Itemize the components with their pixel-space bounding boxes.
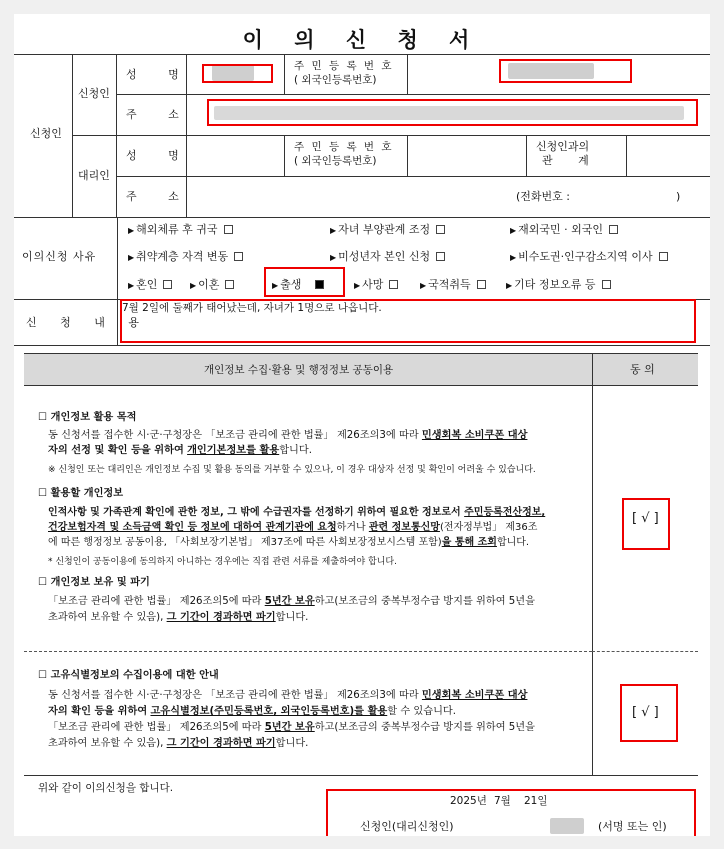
- table-border: [72, 135, 710, 136]
- section-data-title: ☐ 활용할 개인정보: [38, 488, 124, 499]
- section-data-note: * 신청인이 공동이용에 동의하지 아니하는 경우에는 직접 관련 서류를 제출하여야 합니다.: [48, 557, 397, 567]
- table-border: [284, 135, 285, 176]
- section-data-line: 인적사항 및 가족관계 확인에 관한 정보, 그 밖에 수급권자를 선정하기 위하여 필요한 정보로서 주민등록전산정보,: [48, 507, 546, 518]
- form-title: 이 의 신 청 서: [242, 28, 482, 52]
- section-retention-title: ☐ 개인정보 보유 및 파기: [38, 577, 150, 588]
- reason-item: ▶ 이혼: [190, 278, 234, 293]
- section-divider: [24, 651, 592, 652]
- phone-close: ): [676, 190, 681, 203]
- reason-checkbox[interactable]: [609, 225, 618, 234]
- highlight-box-address: [207, 99, 698, 126]
- content-label: 신 청 내 용: [26, 316, 149, 329]
- section-unique-id-line: 초과하여 보유할 수 있음), 그 기간이 경과하면 파기합니다.: [48, 738, 309, 749]
- consent-checkmark-1[interactable]: [ √ ]: [632, 511, 659, 526]
- address-label: 주 소: [126, 108, 179, 121]
- reason-checkbox[interactable]: [659, 252, 668, 261]
- reason-item: ▶ 국적취득: [420, 278, 486, 293]
- reason-checkbox[interactable]: [234, 252, 243, 261]
- section-purpose-note: ※ 신청인 또는 대리인은 개인정보 수집 및 활용 동의를 거부할 수 있으나, 이 경우 대상자 선정 및 확인이 어려울 수 있습니다.: [48, 465, 536, 475]
- reason-checkbox[interactable]: [436, 252, 445, 261]
- reason-checkbox[interactable]: [602, 280, 611, 289]
- relation-label-sub: 관 계: [542, 154, 589, 167]
- phone-label: (전화번호 :: [516, 190, 570, 203]
- section-unique-id-line: 동 신청서를 접수한 시·군·구청장은 「보조금 관리에 관한 법률」 제26조의3에 따라 민생회복 소비쿠폰 대상: [48, 690, 528, 701]
- table-border: [592, 353, 593, 775]
- table-border: [626, 135, 627, 176]
- reason-item: ▶ 취약계층 자격 변동: [128, 250, 243, 265]
- section-purpose-line: 동 신청서를 접수한 시·군·구청장은 「보조금 관리에 관한 법률」 제26조의3에 따라 민생회복 소비쿠폰 대상: [48, 430, 528, 441]
- section-data-line: 에 따른 행정정보 공동이용, 「사회보장기본법」 제37조에 따른 사회보장정보시스템 포함)을 통해 조회합니다.: [48, 537, 530, 548]
- table-border: [407, 135, 408, 176]
- privacy-header: 개인정보 수집·활용 및 행정정보 공동이용: [204, 364, 394, 376]
- table-border: [24, 775, 698, 776]
- reason-item: ▶ 비수도권·인구감소지역 이사: [510, 250, 668, 265]
- applicant-section-label: 신청인: [30, 127, 62, 140]
- consent-header: 동 의: [630, 363, 655, 376]
- table-border: [526, 135, 527, 176]
- highlight-box-name: [202, 64, 273, 83]
- reason-checkbox[interactable]: [224, 225, 233, 234]
- reason-item: ▶ 재외국민 · 외국인: [510, 223, 618, 238]
- relation-label: 신청인과의: [536, 140, 590, 153]
- section-unique-id-line: 「보조금 관리에 관한 법률」 제26조의5에 따라 5년간 보유하고(보조금의 중복부정수급 방지를 위하여 5년을: [48, 722, 535, 733]
- applicant-sub-label: 신청인: [78, 87, 110, 100]
- section-retention-line: 「보조금 관리에 관한 법률」 제26조의5에 따라 5년간 보유하고(보조금의 중복부정수급 방지를 위하여 5년을: [48, 596, 535, 607]
- reason-item: ▶ 자녀 부양관계 조정: [330, 223, 445, 238]
- agent-name-label: 성 명: [126, 149, 179, 162]
- date-year: 2025년: [450, 795, 487, 807]
- reason-checkbox[interactable]: [477, 280, 486, 289]
- agent-address-label: 주 소: [126, 190, 179, 203]
- table-border: [14, 217, 710, 218]
- table-border: [116, 54, 117, 217]
- reason-item: ▶ 혼인: [128, 278, 172, 293]
- content-text[interactable]: 7월 2일에 둘째가 태어났는데, 자녀가 1명으로 나옵니다.: [122, 302, 382, 314]
- section-retention-line: 초과하여 보유할 수 있음), 그 기간이 경과하면 파기합니다.: [48, 612, 309, 623]
- date-day: 21일: [524, 795, 548, 807]
- name-label: 성 명: [126, 68, 179, 81]
- reason-item: ▶ 미성년자 본인 신청: [330, 250, 445, 265]
- closing-text: 위와 같이 이의신청을 합니다.: [38, 782, 174, 794]
- table-border: [24, 353, 698, 354]
- highlight-box-signature: [326, 789, 696, 836]
- section-unique-id-line: 자의 확인 등을 위하여 고유식별정보(주민등록번호, 외국인등록번호)를 활용할 수 있습니다.: [48, 706, 457, 717]
- reason-item: ▶ 기타 정보오류 등: [506, 278, 611, 293]
- section-purpose-line: 자의 선정 및 확인 등을 위하여 개인기본정보를 활용합니다.: [48, 445, 312, 456]
- signer-label: 신청인(대리신청인): [360, 820, 454, 833]
- table-border: [407, 54, 408, 94]
- reason-label: 이의신청 사유: [22, 250, 97, 263]
- date-month: 7월: [494, 795, 511, 807]
- reason-checkbox[interactable]: [389, 280, 398, 289]
- table-border: [14, 345, 710, 346]
- agent-sub-label: 대리인: [78, 169, 110, 182]
- table-border: [186, 54, 187, 217]
- highlight-box-consent-1: [622, 498, 670, 550]
- table-border: [116, 176, 710, 177]
- section-purpose-title: ☐ 개인정보 활용 목적: [38, 412, 137, 423]
- highlight-box-birth: [264, 267, 345, 297]
- section-unique-id-title: ☐ 고유식별정보의 수집이용에 대한 안내: [38, 670, 219, 681]
- agent-rrn-label-sub: ( 외국인등록번호): [294, 155, 377, 167]
- rrn-label-sub: ( 외국인등록번호): [294, 74, 377, 86]
- consent-checkmark-2[interactable]: [ √ ]: [632, 705, 659, 720]
- signature-note: (서명 또는 인): [598, 820, 667, 833]
- reason-checkbox[interactable]: [225, 280, 234, 289]
- reason-checkbox[interactable]: [163, 280, 172, 289]
- reason-checkbox[interactable]: [436, 225, 445, 234]
- highlight-box-rrn: [499, 59, 632, 83]
- reason-item: ▶ 해외체류 후 귀국: [128, 223, 233, 238]
- table-border: [284, 54, 285, 94]
- table-border: [14, 54, 710, 55]
- table-border: [24, 385, 698, 386]
- highlight-box-content: [120, 299, 696, 343]
- table-border: [72, 54, 73, 217]
- table-border: [116, 94, 710, 95]
- reason-item: ▶ 사망: [354, 278, 398, 293]
- reason-item-checked: ▶ 출생: [272, 278, 324, 293]
- highlight-box-consent-2: [620, 684, 678, 742]
- section-data-line: 건강보험자격 및 소득금액 확인 등 정보에 대하여 관계기관에 요청하거나 관련 정보통신망(전자정부법」 제36조: [48, 522, 538, 533]
- section-divider: [592, 651, 698, 652]
- agent-rrn-label: 주 민 등 록 번 호: [294, 141, 394, 153]
- rrn-label: 주 민 등 록 번 호: [294, 60, 394, 72]
- objection-form-page: [14, 14, 710, 836]
